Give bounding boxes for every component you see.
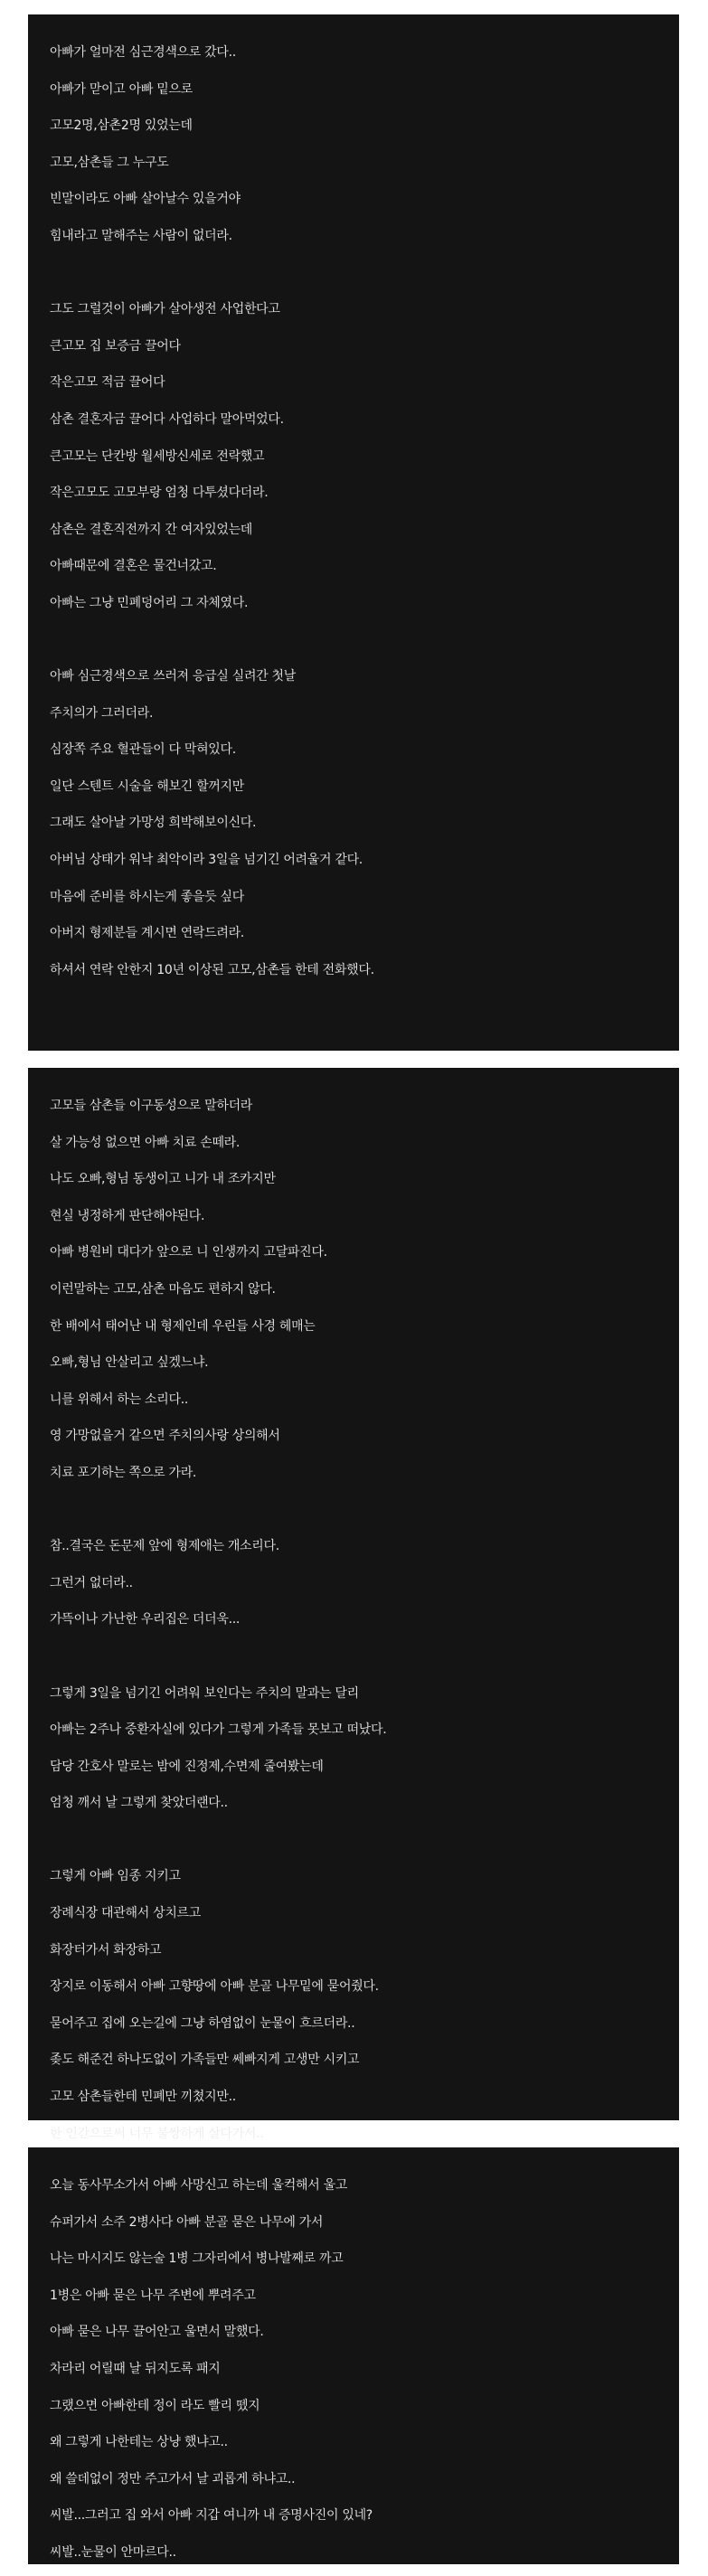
text-line: 그랬으면 아빠한테 정이 라도 빨리 뗐지 [50, 2398, 260, 2413]
text-line: 화장터가서 화장하고 [50, 1942, 162, 1958]
text-line: 고모,삼촌들 그 누구도 [50, 155, 169, 170]
text-line [50, 622, 679, 659]
text-line: 일단 스텐트 시술을 해보긴 할꺼지만 [50, 778, 244, 794]
text-line: 아빠는 2주나 중환자실에 있다가 그렇게 가족들 못보고 떠났다. [50, 1722, 387, 1738]
text-line: 한 인간으로써 너무 불쌍하게 살다가서.. [50, 2126, 264, 2141]
text-line: 큰고모 집 보증금 끌어다 [50, 338, 181, 354]
text-line: 참..결국은 돈문제 앞에 형제애는 개소리다. [50, 1539, 279, 1554]
text-line [50, 1822, 679, 1859]
text-line: 엄청 깨서 날 그렇게 찾았더랜다.. [50, 1796, 228, 1811]
text-line: 하셔서 연락 안한지 10년 이상된 고모,삼촌들 한테 전화했다. [50, 962, 374, 977]
text-line: 아빠는 그냥 민폐덩어리 그 자체였다. [50, 595, 249, 610]
text-line: 살 가능성 없으면 아빠 치료 손떼라. [50, 1135, 241, 1150]
text-line: 그도 그럴것이 아빠가 살아생전 사업한다고 [50, 302, 280, 317]
text-line: 묻어주고 집에 오는길에 그냥 하염없이 눈물이 흐르더라.. [50, 2015, 355, 2031]
text-line: 마음에 준비를 하시는게 좋을듯 싶다 [50, 889, 244, 904]
text-line: 왜 그렇게 나한테는 상냥 했냐고.. [50, 2435, 228, 2450]
text-line: 힘내라고 말해주는 사람이 없더라. [50, 228, 232, 243]
text-line: 한 배에서 태어난 내 형제인데 우린들 사경 헤매는 [50, 1318, 316, 1334]
text-line [50, 255, 679, 292]
text-line: 아빠 심근경색으로 쓰러져 응급실 실려간 첫날 [50, 669, 297, 684]
text-line: 씨발...그러고 집 와서 아빠 지갑 여니까 내 증명사진이 있네? [50, 2508, 373, 2524]
text-line: 1병은 아빠 묻은 나무 주변에 뿌려주고 [50, 2288, 256, 2303]
text-line: 그렇게 아빠 임종 지키고 [50, 1869, 181, 1884]
text-line: 차라리 어릴때 날 뒤지도록 패지 [50, 2361, 221, 2376]
text-line: 큰고모는 단칸방 월세방신세로 전락했고 [50, 448, 265, 464]
text-panel-2 [28, 1068, 679, 2141]
text-line: 고모들 삼촌들 이구동성으로 말하더라 [50, 1099, 253, 1113]
text-line: 왜 쓸데없이 정만 주고가서 날 괴롭게 하냐고.. [50, 2471, 296, 2486]
text-line: 나는 마시지도 않는술 1병 그자리에서 병나발째로 까고 [50, 2251, 344, 2267]
text-line: 주치의가 그러더라. [50, 705, 154, 721]
text-line [50, 1638, 679, 1675]
text-line: 씨발..눈물이 안마르다.. [50, 2544, 176, 2560]
text-line: 심장쪽 주요 혈관들이 다 막혀있다. [50, 742, 236, 758]
text-line: 치료 포기하는 쪽으로 가라. [50, 1465, 197, 1480]
text-line: 아빠 병원비 대다가 앞으로 니 인생까지 고달파진다. [50, 1245, 327, 1260]
text-line: 아빠 묻은 나무 끌어안고 울면서 말했다. [50, 2325, 264, 2340]
text-line: 아빠때문에 결혼은 물건너갔고. [50, 559, 217, 574]
text-line: 삼촌은 결혼직전까지 간 여자있었는데 [50, 522, 253, 537]
text-line: 장지로 이동해서 아빠 고향땅에 아빠 분골 나무밑에 묻어줬다. [50, 1979, 379, 1995]
text-panel-3 [28, 2147, 679, 2564]
text-line: 아버지 형제분들 계시면 연락드려라. [50, 926, 244, 941]
text-line [50, 1492, 679, 1529]
text-line: 작은고모도 고모부랑 엄청 다투셨다더라. [50, 486, 269, 501]
text-line: 그렇게 3일을 넘기긴 어려워 보인다는 주치의 말과는 달리 [50, 1685, 359, 1701]
text-line: 슈퍼가서 소주 2병사다 아빠 분골 묻은 나무에 가서 [50, 2214, 324, 2230]
text-line: 나도 오빠,형님 동생이고 니가 내 조카지만 [50, 1172, 276, 1187]
text-line: 영 가망없을거 같으면 주치의사랑 상의해서 [50, 1429, 280, 1444]
text-line: 작은고모 적금 끌어다 [50, 375, 165, 391]
text-line: 장례식장 대관해서 상치르고 [50, 1906, 201, 1921]
text-line: 고모2명,삼촌2명 있었는데 [50, 118, 193, 134]
text-line: 고모 삼촌들한테 민폐만 끼쳤지만.. [50, 2090, 236, 2105]
text-line: 아빠가 얼마전 심근경색으로 갔다.. [50, 45, 236, 60]
text-panel-1 [28, 14, 679, 1051]
text-line: 삼촌 결혼자금 끌어다 사업하다 말아먹었다. [50, 411, 284, 427]
text-line: 빈말이라도 아빠 살아날수 있을거야 [50, 192, 241, 207]
text-line: 그래도 살아날 가망성 희박해보이신다. [50, 816, 257, 831]
text-line: 좆도 해준건 하나도없이 가족들만 쎄빠지게 고생만 시키고 [50, 2052, 360, 2068]
text-line: 현실 냉정하게 판단해야된다. [50, 1208, 205, 1223]
text-line: 가뜩이나 가난한 우리집은 더더욱... [50, 1612, 241, 1628]
text-line: 담당 간호사 말로는 밤에 진정제,수면제 줄여봤는데 [50, 1759, 324, 1774]
text-line: 오빠,형님 안살리고 싶겠느냐. [50, 1355, 209, 1371]
text-line: 아빠가 맏이고 아빠 밑으로 [50, 81, 193, 97]
text-line: 이런말하는 고모,삼촌 마음도 편하지 않다. [50, 1281, 276, 1297]
text-line: 오늘 동사무소가서 아빠 사망신고 하는데 울컥해서 울고 [50, 2178, 348, 2193]
text-line: 니를 위해서 하는 소리다.. [50, 1392, 188, 1407]
text-line: 그런거 없더라.. [50, 1575, 133, 1590]
text-line: 아버님 상태가 워낙 최악이라 3일을 넘기긴 어려울거 같다. [50, 853, 363, 868]
